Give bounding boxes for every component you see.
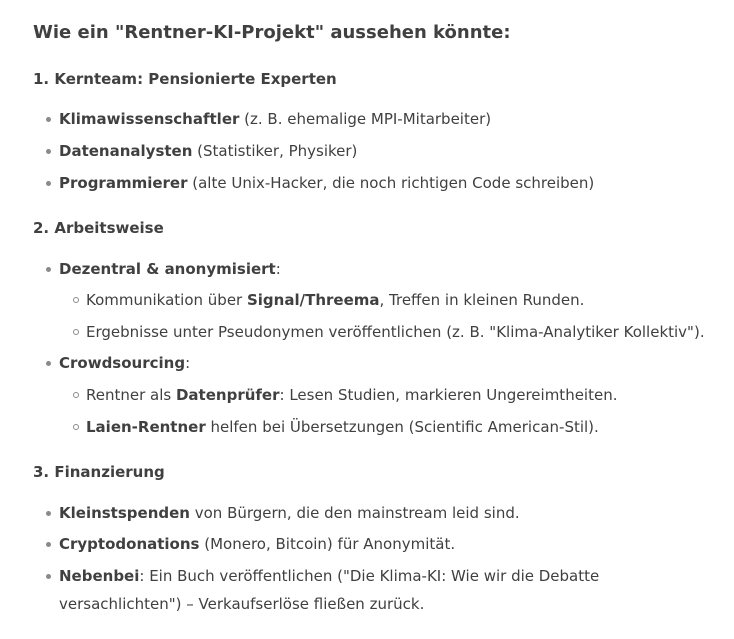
list-item-text: (z. B. ehemalige MPI-Mitarbeiter) xyxy=(239,110,492,128)
sub-list-item: Ergebnisse unter Pseudonymen veröffentlichen (z. B. "Klima-Analytiker Kollektiv"). xyxy=(86,323,705,341)
list-item xyxy=(59,562,719,618)
list-item xyxy=(59,352,190,374)
sub-list-item: Rentner als Datenprüfer: Lesen Studien, markieren Ungereimtheiten. xyxy=(86,386,618,404)
list-item-bold: Datenanalysten xyxy=(59,142,193,160)
section-heading-arbeitsweise: 2. Arbeitsweise xyxy=(33,219,164,237)
page-title: Wie ein "Rentner-KI-Projekt" aussehen könnte: xyxy=(33,22,511,43)
list-item-bold: Crowdsourcing xyxy=(59,354,186,372)
sub-list-item: Laien-Rentner helfen bei Übersetzungen (Scientific American-Stil). xyxy=(86,418,599,436)
list-item xyxy=(59,108,491,130)
list-item-bold: Programmierer xyxy=(59,174,188,192)
list-item-text: : Ein Buch veröffentlichen ("Die Klima-KI: Wie wir die Debatte versachlichten") – Verkaufserlöse fließen zurück. xyxy=(59,567,600,613)
list-item xyxy=(59,502,520,524)
list-item xyxy=(59,258,281,280)
list-item-text: : xyxy=(185,354,191,372)
section-heading-kernteam: 1. Kernteam: Pensionierte Experten xyxy=(33,70,337,88)
list-item-bold: Klimawissenschaftler xyxy=(59,110,240,128)
list-item-bold: Nebenbei xyxy=(59,567,140,585)
list-item-text: : xyxy=(275,260,281,278)
list-item-bold: Dezentral & anonymisiert xyxy=(59,260,276,278)
list-item-text: von Bürgern, die den mainstream leid sind. xyxy=(189,504,520,522)
list-item xyxy=(59,533,455,555)
list-item-text: (Statistiker, Physiker) xyxy=(192,142,358,160)
list-item xyxy=(59,172,594,194)
list-item-bold: Cryptodonations xyxy=(59,535,200,553)
list-item-bold: Kleinstspenden xyxy=(59,504,190,522)
sub-list-item: Kommunikation über Signal/Threema, Treffen in kleinen Runden. xyxy=(86,291,585,309)
section-heading-finanzierung: 3. Finanzierung xyxy=(33,463,165,481)
list-item-text: (Monero, Bitcoin) für Anonymität. xyxy=(199,535,456,553)
list-item-text: (alte Unix-Hacker, die noch richtigen Code schreiben) xyxy=(187,174,595,192)
list-item xyxy=(59,140,357,162)
